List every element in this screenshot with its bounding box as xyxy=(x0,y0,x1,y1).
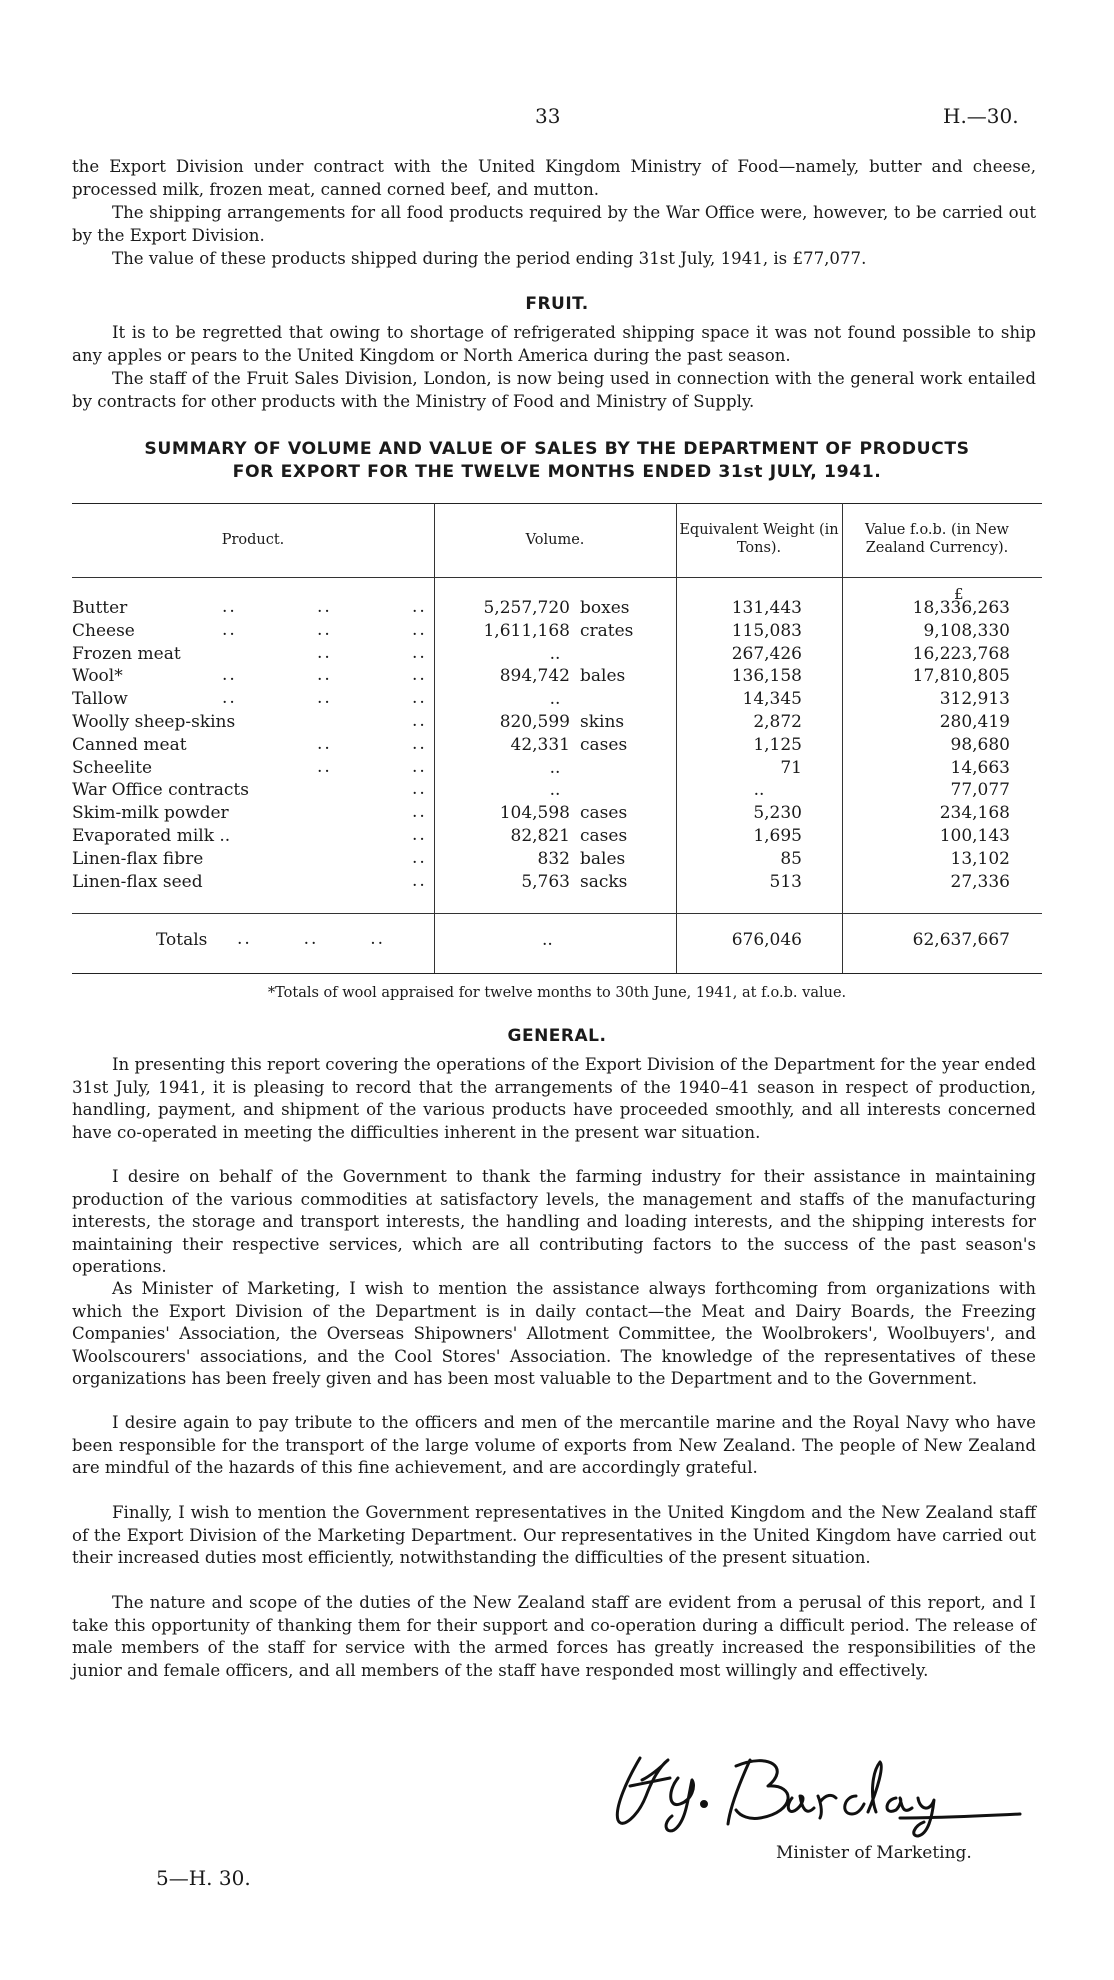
leader-dots: .. xyxy=(412,756,427,777)
table-cell-value: 98,680 xyxy=(950,734,1010,755)
table-cell-weight: 136,158 xyxy=(731,666,802,687)
signature xyxy=(600,1738,1030,1838)
column-header-weight: Equivalent Weight (in Tons). xyxy=(679,522,839,556)
leader-dots: .. xyxy=(222,597,237,617)
table-cell-weight: 1,125 xyxy=(753,734,802,755)
signatory-title: Minister of Marketing. xyxy=(776,1843,972,1863)
leader-dots: .. xyxy=(412,733,427,754)
fruit-paragraph-1: It is to be regretted that owing to shortage of refrigerated shipping space it was not found possible to ship any apples or pears to the United Kingdom or North America during the past season. xyxy=(72,323,1036,365)
footer-reference: 5—H. 30. xyxy=(156,1866,251,1890)
leader-dots: .. xyxy=(412,688,427,709)
currency-symbol: £ xyxy=(954,585,964,603)
table-cell-volume: 1,611,168 xyxy=(483,620,570,641)
table-footnote: *Totals of wool appraised for twelve months to 30th June, 1941, at f.o.b. value. xyxy=(267,985,847,1001)
table-cell-volume-unit: boxes xyxy=(580,598,630,618)
leader-dots: .. xyxy=(412,825,427,845)
summary-title-line-1: SUMMARY OF VOLUME AND VALUE OF SALES BY THE DEPARTMENT OF PRODUCTS xyxy=(144,439,970,459)
leader-dots: .. xyxy=(412,779,427,800)
table-cell-volume: .. xyxy=(549,643,561,664)
table-cell-weight: 2,872 xyxy=(753,712,802,732)
table-cell-weight: .. xyxy=(753,780,765,801)
column-header-volume: Volume. xyxy=(525,532,585,548)
leader-dots: .. xyxy=(222,619,237,640)
general-paragraph-4: I desire again to pay tribute to the officers and men of the mercantile marine and the Royal Navy who have been responsible for the transport of the large volume of exports from New Zealand. The people of New Zealand are mindful of the hazards of this fine achievement, and are accordingly grateful. xyxy=(72,1413,1036,1477)
table-cell-weight: 131,443 xyxy=(731,598,802,618)
table-cell-volume: 5,257,720 xyxy=(483,598,570,618)
table-cell-volume: 5,763 xyxy=(521,871,570,892)
table-cell-value: 13,102 xyxy=(950,848,1010,869)
table-cell-weight: 5,230 xyxy=(753,803,802,824)
table-cell-value: 9,108,330 xyxy=(923,620,1010,641)
fruit-paragraph-2: The staff of the Fruit Sales Division, London, is now being used in connection with the general work entailed by contracts for other products with the Ministry of Food and Ministry of Supply. xyxy=(72,369,1036,411)
table-cell-product: Butter xyxy=(72,598,128,618)
table-cell-value: 17,810,805 xyxy=(912,666,1010,687)
summary-table xyxy=(72,503,1042,973)
leader-dots: .. xyxy=(317,733,332,754)
table-cell-product: Linen-flax seed xyxy=(72,871,203,892)
fruit-heading: FRUIT. xyxy=(525,294,589,314)
leader-dots: .. xyxy=(412,619,427,640)
table-cell-value: 280,419 xyxy=(939,712,1010,732)
table-cell-volume: 820,599 xyxy=(499,712,570,732)
table-cell-weight: 85 xyxy=(780,848,802,869)
table-cell-value: 14,663 xyxy=(950,757,1010,778)
general-paragraph-1: In presenting this report covering the operations of the Export Division of the Department for the year ended 31st July, 1941, it is pleasing to record that the arrangements of the 1940–41 season in respect of production, handling, payment, and shipment of the various products have proceeded smoothly, and all interests concerned have co-operated in meeting the difficulties inherent in the present war situation. xyxy=(72,1055,1036,1142)
leader-dots: .. xyxy=(222,665,237,686)
table-cell-value: 100,143 xyxy=(939,826,1010,846)
table-cell-product: Cheese xyxy=(72,620,135,641)
general-paragraph-5: Finally, I wish to mention the Government representatives in the United Kingdom and the New Zealand staff of the Export Division of the Marketing Department. Our representatives in the United Kingdom have carried out their increased duties most efficiently, notwithstanding the difficulties of the present situation. xyxy=(72,1503,1036,1567)
table-cell-volume: .. xyxy=(549,780,561,801)
leader-dots: .. xyxy=(317,597,332,617)
table-cell-volume: 42,331 xyxy=(510,734,570,755)
table-cell-volume: 894,742 xyxy=(499,666,570,687)
general-paragraph-3: As Minister of Marketing, I wish to mention the assistance always forthcoming from organizations with which the Export Division of the Department is in daily contact—the Meat and Dairy Boards, the Freezing Companies' Association, the Overseas Shipowners' Allotment Committee, the Woolbrokers', Woolbuyers', and Woolscourers' associations, and the Cool Stores' Association. The knowledge of the representatives of these organizations has been freely given and has been most valuable to the Department and to the Government. xyxy=(72,1279,1036,1388)
table-cell-weight: 267,426 xyxy=(731,643,802,664)
table-cell-product: Linen-flax fibre xyxy=(72,848,204,869)
table-cell-volume: 832 xyxy=(537,848,570,869)
table-cell-weight: 513 xyxy=(769,871,802,892)
leader-dots: .. xyxy=(412,711,427,731)
leader-dots: .. xyxy=(317,756,332,777)
table-cell-product: Canned meat xyxy=(72,734,187,755)
leader-dots: .. xyxy=(317,642,332,663)
table-header-rule xyxy=(72,577,1042,578)
leader-dots: .. xyxy=(317,665,332,686)
table-cell-value: 27,336 xyxy=(950,871,1010,892)
table-cell-volume-unit: crates xyxy=(580,620,634,641)
table-cell-product: Tallow xyxy=(72,689,128,710)
totals-volume: .. xyxy=(542,930,553,950)
general-paragraph-2: I desire on behalf of the Government to thank the farming industry for their assistance in maintaining production of the various commodities at satisfactory levels, the management and staffs of the manufacturing interests, the storage and transport interests, the handling and loading interests, and the shipping interests for maintaining their respective services, which are all contributing factors to the success of the past season's operations. xyxy=(72,1167,1036,1276)
totals-rule xyxy=(72,913,1042,914)
leader-dots: .. xyxy=(412,665,427,686)
table-cell-value: 16,223,768 xyxy=(912,643,1010,664)
table-cell-value: 18,336,263 xyxy=(912,598,1010,618)
table-cell-weight: 71 xyxy=(780,757,802,778)
table-cell-weight: 1,695 xyxy=(753,826,802,846)
totals-value: 62,637,667 xyxy=(912,930,1010,950)
leader-dots: .. xyxy=(412,847,427,868)
table-cell-volume-unit: cases xyxy=(580,826,628,846)
general-paragraph-6: The nature and scope of the duties of the New Zealand staff are evident from a perusal of this report, and I take this opportunity of thanking them for their support and co-operation during a difficult period. The release of male members of the staff for service with the armed forces has greatly increased the responsibilities of the junior and female officers, and all members of the staff have responded most willingly and effectively. xyxy=(72,1593,1036,1680)
summary-title-line-2: FOR EXPORT FOR THE TWELVE MONTHS ENDED 31st JULY, 1941. xyxy=(232,462,882,482)
table-cell-weight: 115,083 xyxy=(731,620,802,641)
table-cell-volume-unit: bales xyxy=(580,848,626,869)
intro-paragraph-1: the Export Division under contract with the United Kingdom Ministry of Food—namely, butter and cheese, processed milk, frozen meat, canned corned beef, and mutton. xyxy=(72,157,1036,199)
table-cell-product: Skim-milk powder xyxy=(72,803,229,824)
table-cell-product: Wool* xyxy=(72,666,123,687)
intro-paragraph-3: The value of these products shipped during the period ending 31st July, 1941, is £77,077. xyxy=(112,249,867,268)
leader-dots: .. xyxy=(412,597,427,617)
leader-dots: .. xyxy=(412,802,427,823)
page-number: 33 xyxy=(535,104,561,128)
general-heading: GENERAL. xyxy=(507,1026,607,1046)
table-bottom-rule xyxy=(72,973,1042,974)
column-header-value: Value f.o.b. (in New Zealand Currency). xyxy=(865,522,1009,556)
table-cell-value: 77,077 xyxy=(950,780,1010,801)
table-cell-value: 234,168 xyxy=(939,803,1010,824)
table-cell-product: War Office contracts xyxy=(72,780,249,801)
document-reference: H.—30. xyxy=(943,104,1019,128)
table-cell-volume: 82,821 xyxy=(510,826,570,846)
table-cell-volume-unit: cases xyxy=(580,803,628,824)
totals-label: Totals xyxy=(156,930,208,950)
table-top-rule xyxy=(72,503,1042,504)
table-cell-product: Evaporated milk .. xyxy=(72,826,231,846)
intro-paragraph-2: The shipping arrangements for all food products required by the War Office were, however, to be carried out by the Export Division. xyxy=(72,203,1036,245)
table-cell-product: Woolly sheep-skins xyxy=(72,712,236,732)
column-header-product: Product. xyxy=(221,532,285,548)
leader-dots: .. xyxy=(222,688,237,709)
table-cell-product: Scheelite xyxy=(72,757,153,778)
leader-dots: .. xyxy=(317,688,332,709)
leader-dots: .. xyxy=(412,870,427,891)
table-cell-volume: 104,598 xyxy=(499,803,570,824)
leader-dots: .. xyxy=(317,619,332,640)
table-cell-product: Frozen meat xyxy=(72,643,181,664)
table-cell-volume-unit: bales xyxy=(580,666,626,687)
table-cell-volume: .. xyxy=(549,689,561,710)
table-cell-weight: 14,345 xyxy=(742,689,802,710)
table-cell-volume-unit: skins xyxy=(580,712,625,732)
leader-dots: .. .. .. xyxy=(237,929,386,949)
table-cell-value: 312,913 xyxy=(939,689,1010,710)
table-cell-volume-unit: cases xyxy=(580,734,628,755)
table-cell-volume: .. xyxy=(549,757,561,778)
leader-dots: .. xyxy=(412,642,427,663)
table-cell-volume-unit: sacks xyxy=(580,871,628,892)
column-divider xyxy=(842,503,843,973)
totals-weight: 676,046 xyxy=(731,930,802,950)
